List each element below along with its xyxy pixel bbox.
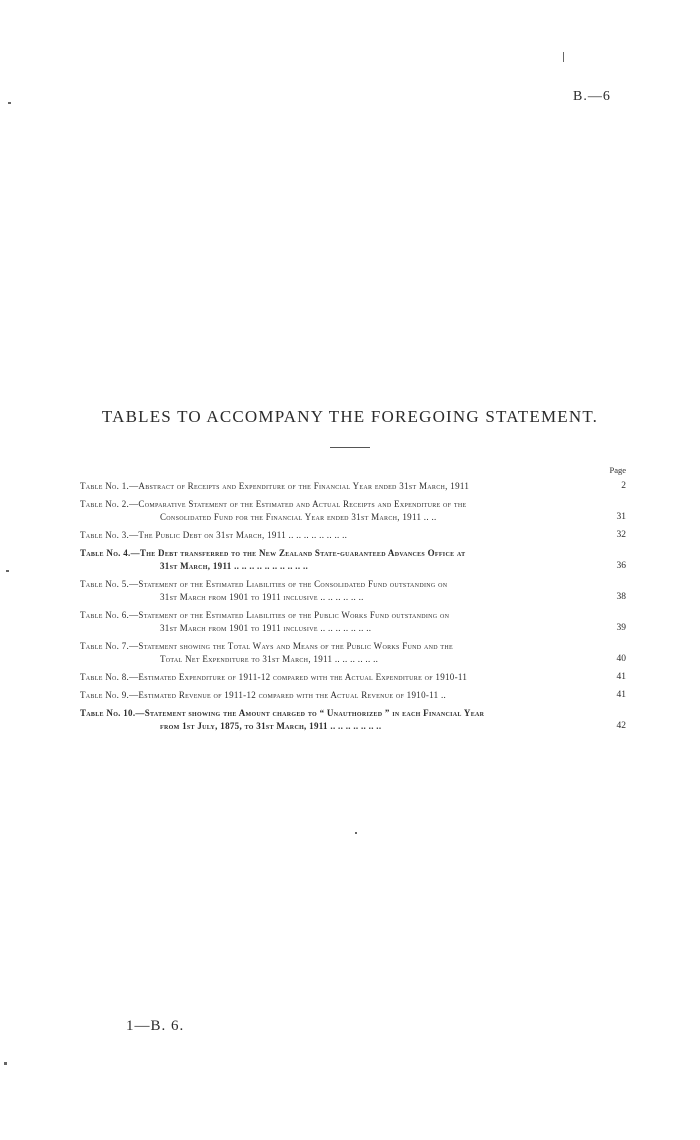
table-entry-title: Statement of the Estimated Liabilities of the Consolidated Fund outstanding on — [138, 579, 448, 589]
table-entry-title: 31st March from 1901 to 1911 inclusive .. .. .. .. .. .. — [160, 592, 364, 602]
table-entry-title: Statement of the Estimated Liabilities of the Public Works Fund outstanding on — [138, 610, 450, 620]
table-entry-title: Comparative Statement of the Estimated and Actual Receipts and Expenditure of the — [138, 499, 467, 509]
table-entry — [80, 609, 626, 635]
table-entry-page: 41 — [613, 671, 627, 684]
table-entry-label: Table No. 4.— — [80, 548, 140, 558]
table-entry-label: Table No. 9.— — [80, 690, 139, 700]
table-entry-line — [80, 653, 626, 666]
table-entry-label: Table No. 1.— — [80, 481, 139, 491]
table-entry — [80, 529, 626, 542]
table-entry-line — [80, 511, 626, 524]
table-entry-label: Table No. 6.— — [80, 610, 139, 620]
scan-mark — [563, 52, 564, 62]
footer-signature: 1—B. 6. — [126, 1018, 185, 1034]
page-title: TABLES TO ACCOMPANY THE FOREGOING STATEMENT. — [101, 407, 599, 426]
table-entry-page: 42 — [613, 720, 627, 733]
table-entry — [80, 498, 626, 524]
scan-mark — [6, 570, 9, 572]
table-entry-label: Table No. 7.— — [80, 641, 139, 651]
table-entry-line — [80, 529, 626, 542]
table-entry-line — [80, 622, 626, 635]
table-entry-line — [80, 560, 626, 573]
table-entry-page: 39 — [613, 622, 627, 635]
scan-mark — [4, 1062, 7, 1065]
title-rule — [330, 447, 370, 448]
table-entry-page: 40 — [613, 653, 627, 666]
table-entry-line — [80, 591, 626, 604]
table-entry-line — [80, 707, 626, 720]
table-entry-label: Table No. 8.— — [80, 672, 139, 682]
table-entry-line — [80, 547, 626, 560]
table-entry-line — [80, 640, 626, 653]
table-entry-page: 41 — [613, 689, 627, 702]
table-entry — [80, 689, 626, 702]
table-entry-title: Statement showing the Amount charged to “ Unauthorized ” in each Financial Year — [144, 708, 485, 718]
table-entry-line — [80, 498, 626, 511]
table-list — [80, 480, 626, 738]
table-entry-title: Total Net Expenditure to 31st March, 1911 .. .. .. .. .. .. — [160, 654, 379, 664]
table-entry-line — [80, 609, 626, 622]
table-entry-line — [80, 689, 626, 702]
table-entry-page: 31 — [613, 511, 627, 524]
table-entry-title: Statement showing the Total Ways and Means of the Public Works Fund and the — [138, 641, 453, 651]
page-column-label: Page — [609, 465, 626, 475]
table-entry-line — [80, 480, 626, 493]
table-entry-line — [80, 578, 626, 591]
table-entry — [80, 547, 626, 573]
document-reference: B.—6 — [573, 89, 611, 104]
table-entry-page: 36 — [613, 560, 627, 573]
table-entry-label: Table No. 5.— — [80, 579, 139, 589]
table-entry-label: Table No. 3.— — [80, 530, 139, 540]
scan-mark — [355, 832, 357, 834]
table-entry-line — [80, 671, 626, 684]
scan-mark — [8, 102, 11, 104]
table-entry — [80, 671, 626, 684]
table-entry-title: Estimated Revenue of 1911-12 compared with the Actual Revenue of 1910-11 .. — [138, 690, 447, 700]
table-entry-title: Abstract of Receipts and Expenditure of the Financial Year ended 31st March, 1911 — [138, 481, 470, 491]
table-entry-title: Estimated Expenditure of 1911-12 compared with the Actual Expenditure of 1910-11 — [138, 672, 468, 682]
table-entry-page: 2 — [617, 480, 626, 493]
table-entry-title: from 1st July, 1875, to 31st March, 1911 .. .. .. .. .. .. .. — [160, 721, 382, 731]
table-entry — [80, 578, 626, 604]
table-entry-title: The Debt transferred to the New Zealand State-guaranteed Advances Office at — [139, 548, 466, 558]
table-entry-label: Table No. 2.— — [80, 499, 139, 509]
table-entry-title: 31st March from 1901 to 1911 inclusive .. .. .. .. .. .. .. — [160, 623, 372, 633]
table-entry-title: Consolidated Fund for the Financial Year ended 31st March, 1911 .. .. — [160, 512, 437, 522]
table-entry — [80, 707, 626, 733]
table-entry-page: 38 — [613, 591, 627, 604]
table-entry — [80, 480, 626, 493]
table-entry-title: The Public Debt on 31st March, 1911 .. .. .. .. .. .. .. .. — [138, 530, 348, 540]
table-entry-page: 32 — [613, 529, 627, 542]
table-entry-line — [80, 720, 626, 733]
table-entry — [80, 640, 626, 666]
table-entry-title: 31st March, 1911 .. .. .. .. .. .. .. .. .. .. — [160, 561, 309, 571]
table-entry-label: Table No. 10.— — [80, 708, 145, 718]
